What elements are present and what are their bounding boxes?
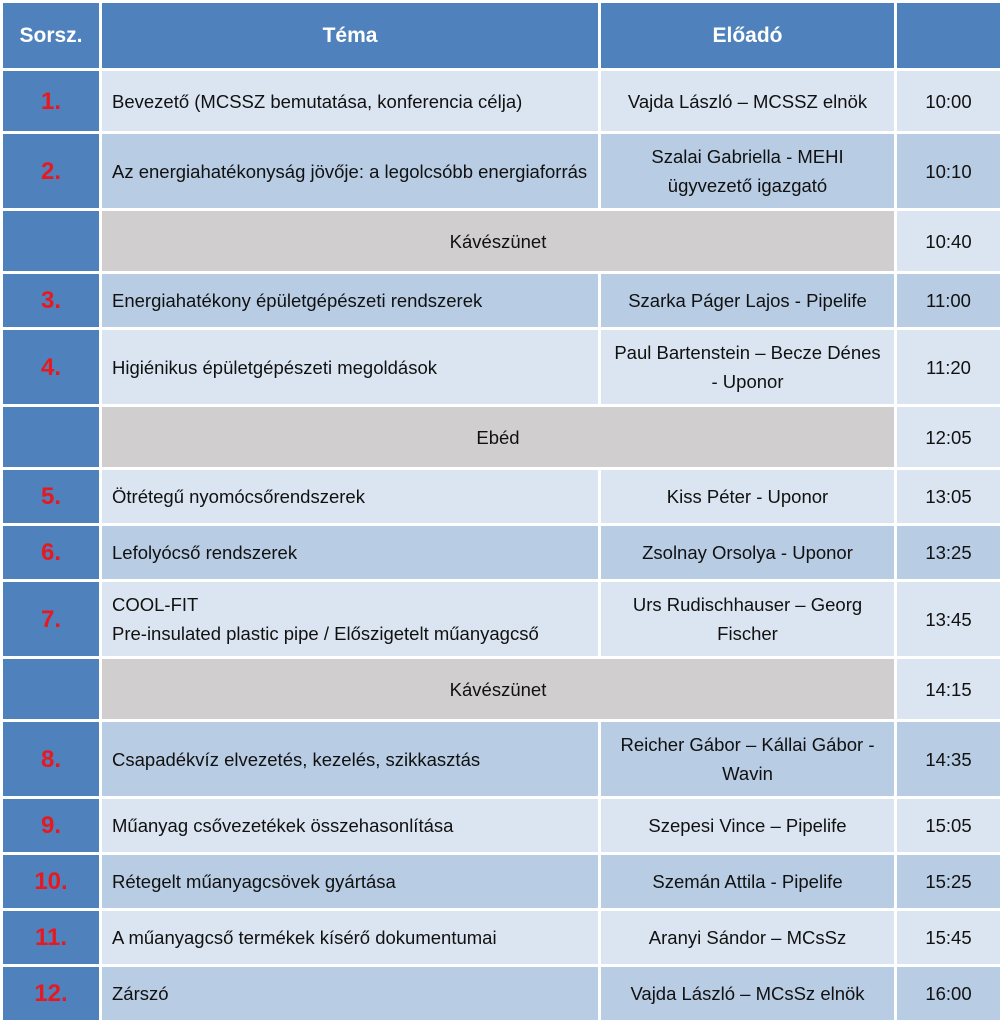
row-time: 10:00 bbox=[897, 71, 1000, 131]
table-row bbox=[3, 470, 1000, 523]
topic-line: Pre-insulated plastic pipe / Előszigetelt műanyagcső bbox=[112, 623, 539, 644]
row-time: 14:15 bbox=[897, 659, 1000, 719]
row-topic: Rétegelt műanyagcsövek gyártása bbox=[102, 855, 598, 908]
break-row bbox=[3, 407, 1000, 467]
row-speaker: Szalai Gabriella - MEHI ügyvezető igazgató bbox=[601, 134, 894, 208]
row-number: 7. bbox=[3, 582, 99, 656]
row-number: 9. bbox=[3, 799, 99, 852]
table-row bbox=[3, 799, 1000, 852]
row-number: 4. bbox=[3, 330, 99, 404]
break-label: Ebéd bbox=[102, 407, 894, 467]
row-time: 13:25 bbox=[897, 526, 1000, 579]
row-time: 15:25 bbox=[897, 855, 1000, 908]
row-time: 15:45 bbox=[897, 911, 1000, 964]
table-row bbox=[3, 911, 1000, 964]
table-row bbox=[3, 967, 1000, 1020]
row-topic: Műanyag csővezetékek összehasonlítása bbox=[102, 799, 598, 852]
row-speaker: Reicher Gábor – Kállai Gábor - Wavin bbox=[601, 722, 894, 796]
row-speaker: Szemán Attila - Pipelife bbox=[601, 855, 894, 908]
row-time: 14:35 bbox=[897, 722, 1000, 796]
row-time: 12:05 bbox=[897, 407, 1000, 467]
break-label: Kávészünet bbox=[102, 211, 894, 271]
header-number: Sorsz. bbox=[3, 3, 99, 68]
table-row bbox=[3, 330, 1000, 404]
row-topic: Az energiahatékonyság jövője: a legolcsóbb energiaforrás bbox=[102, 134, 598, 208]
row-number-empty bbox=[3, 659, 99, 719]
row-speaker: Urs Rudischhauser – Georg Fischer bbox=[601, 582, 894, 656]
row-speaker: Paul Bartenstein – Becze Dénes - Uponor bbox=[601, 330, 894, 404]
row-topic: Ötrétegű nyomócsőrendszerek bbox=[102, 470, 598, 523]
row-time: 13:05 bbox=[897, 470, 1000, 523]
row-time: 13:45 bbox=[897, 582, 1000, 656]
row-topic: Energiahatékony épületgépészeti rendszerek bbox=[102, 274, 598, 327]
topic-line: COOL-FIT bbox=[112, 594, 199, 615]
row-topic: Csapadékvíz elvezetés, kezelés, szikkasztás bbox=[102, 722, 598, 796]
row-number: 8. bbox=[3, 722, 99, 796]
row-speaker: Vajda László – MCSSZ elnök bbox=[601, 71, 894, 131]
row-topic: Zárszó bbox=[102, 967, 598, 1020]
table-row bbox=[3, 71, 1000, 131]
table-row bbox=[3, 274, 1000, 327]
row-speaker: Szepesi Vince – Pipelife bbox=[601, 799, 894, 852]
row-topic: Higiénikus épületgépészeti megoldások bbox=[102, 330, 598, 404]
row-number: 3. bbox=[3, 274, 99, 327]
row-speaker: Kiss Péter - Uponor bbox=[601, 470, 894, 523]
break-row bbox=[3, 211, 1000, 271]
row-number: 6. bbox=[3, 526, 99, 579]
row-topic: Lefolyócső rendszerek bbox=[102, 526, 598, 579]
table-row bbox=[3, 526, 1000, 579]
header-topic: Téma bbox=[102, 3, 598, 68]
row-number: 11. bbox=[3, 911, 99, 964]
break-row bbox=[3, 659, 1000, 719]
row-number: 12. bbox=[3, 967, 99, 1020]
row-number: 10. bbox=[3, 855, 99, 908]
table-row bbox=[3, 855, 1000, 908]
row-topic bbox=[102, 582, 598, 656]
row-speaker: Aranyi Sándor – MCsSz bbox=[601, 911, 894, 964]
break-label: Kávészünet bbox=[102, 659, 894, 719]
table-row bbox=[3, 134, 1000, 208]
header-speaker: Előadó bbox=[601, 3, 894, 68]
table-row bbox=[3, 722, 1000, 796]
row-speaker: Zsolnay Orsolya - Uponor bbox=[601, 526, 894, 579]
row-time: 11:20 bbox=[897, 330, 1000, 404]
row-time: 15:05 bbox=[897, 799, 1000, 852]
header-time bbox=[897, 3, 1000, 68]
row-number: 2. bbox=[3, 134, 99, 208]
row-topic: A műanyagcső termékek kísérő dokumentumai bbox=[102, 911, 598, 964]
header-row bbox=[3, 3, 1000, 68]
row-number-empty bbox=[3, 211, 99, 271]
row-number-empty bbox=[3, 407, 99, 467]
row-time: 16:00 bbox=[897, 967, 1000, 1020]
row-time: 10:40 bbox=[897, 211, 1000, 271]
row-topic: Bevezető (MCSSZ bemutatása, konferencia célja) bbox=[102, 71, 598, 131]
row-speaker: Szarka Páger Lajos - Pipelife bbox=[601, 274, 894, 327]
row-time: 10:10 bbox=[897, 134, 1000, 208]
row-number: 1. bbox=[3, 71, 99, 131]
row-speaker: Vajda László – MCsSz elnök bbox=[601, 967, 894, 1020]
row-number: 5. bbox=[3, 470, 99, 523]
table-row bbox=[3, 582, 1000, 656]
row-time: 11:00 bbox=[897, 274, 1000, 327]
